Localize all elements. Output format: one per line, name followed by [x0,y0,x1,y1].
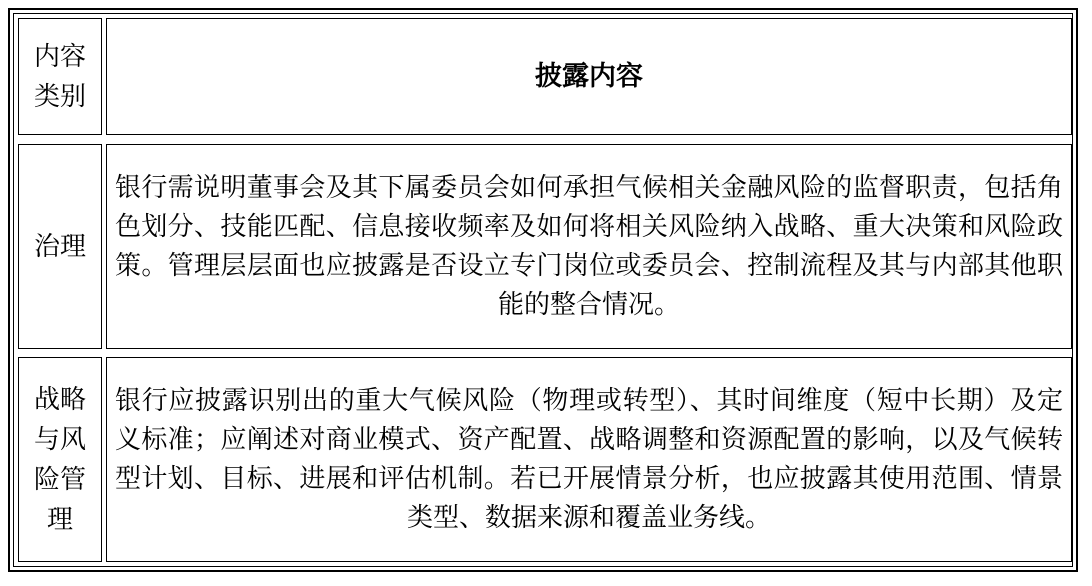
row-governance-content-cell [106,144,1072,349]
disclosure-table [8,8,1078,572]
row-strategy-category: 战略与风险管理 [33,384,86,535]
row-governance-category-cell [18,144,102,349]
header-content-cell [106,18,1072,135]
table-inner-frame [13,13,1073,567]
header-content-label: 披露内容 [535,61,643,92]
header-category-label: 内容类别 [33,41,86,112]
row-governance-category: 治理 [33,231,86,262]
row-strategy-content-cell [106,357,1072,562]
row-governance-content: 银行需说明董事会及其下属委员会如何承担气候相关金融风险的监督职责，包括角色划分、技能匹配、信息接收频率及如何将相关风险纳入战略、重大决策和风险政策。管理层层面也应披露是否设立专门岗位或委员会、控制流程及其与内部其他职能的整合情况。 [115,172,1063,320]
header-category-cell [18,18,102,135]
row-strategy-category-cell [18,357,102,562]
row-strategy-content: 银行应披露识别出的重大气候风险（物理或转型）、其时间维度（短中长期）及定义标准；应阐述对商业模式、资产配置、战略调整和资源配置的影响，以及气候转型计划、目标、进展和评估机制。若已开展情景分析，也应披露其使用范围、情景类型、数据来源和覆盖业务线。 [115,385,1063,533]
